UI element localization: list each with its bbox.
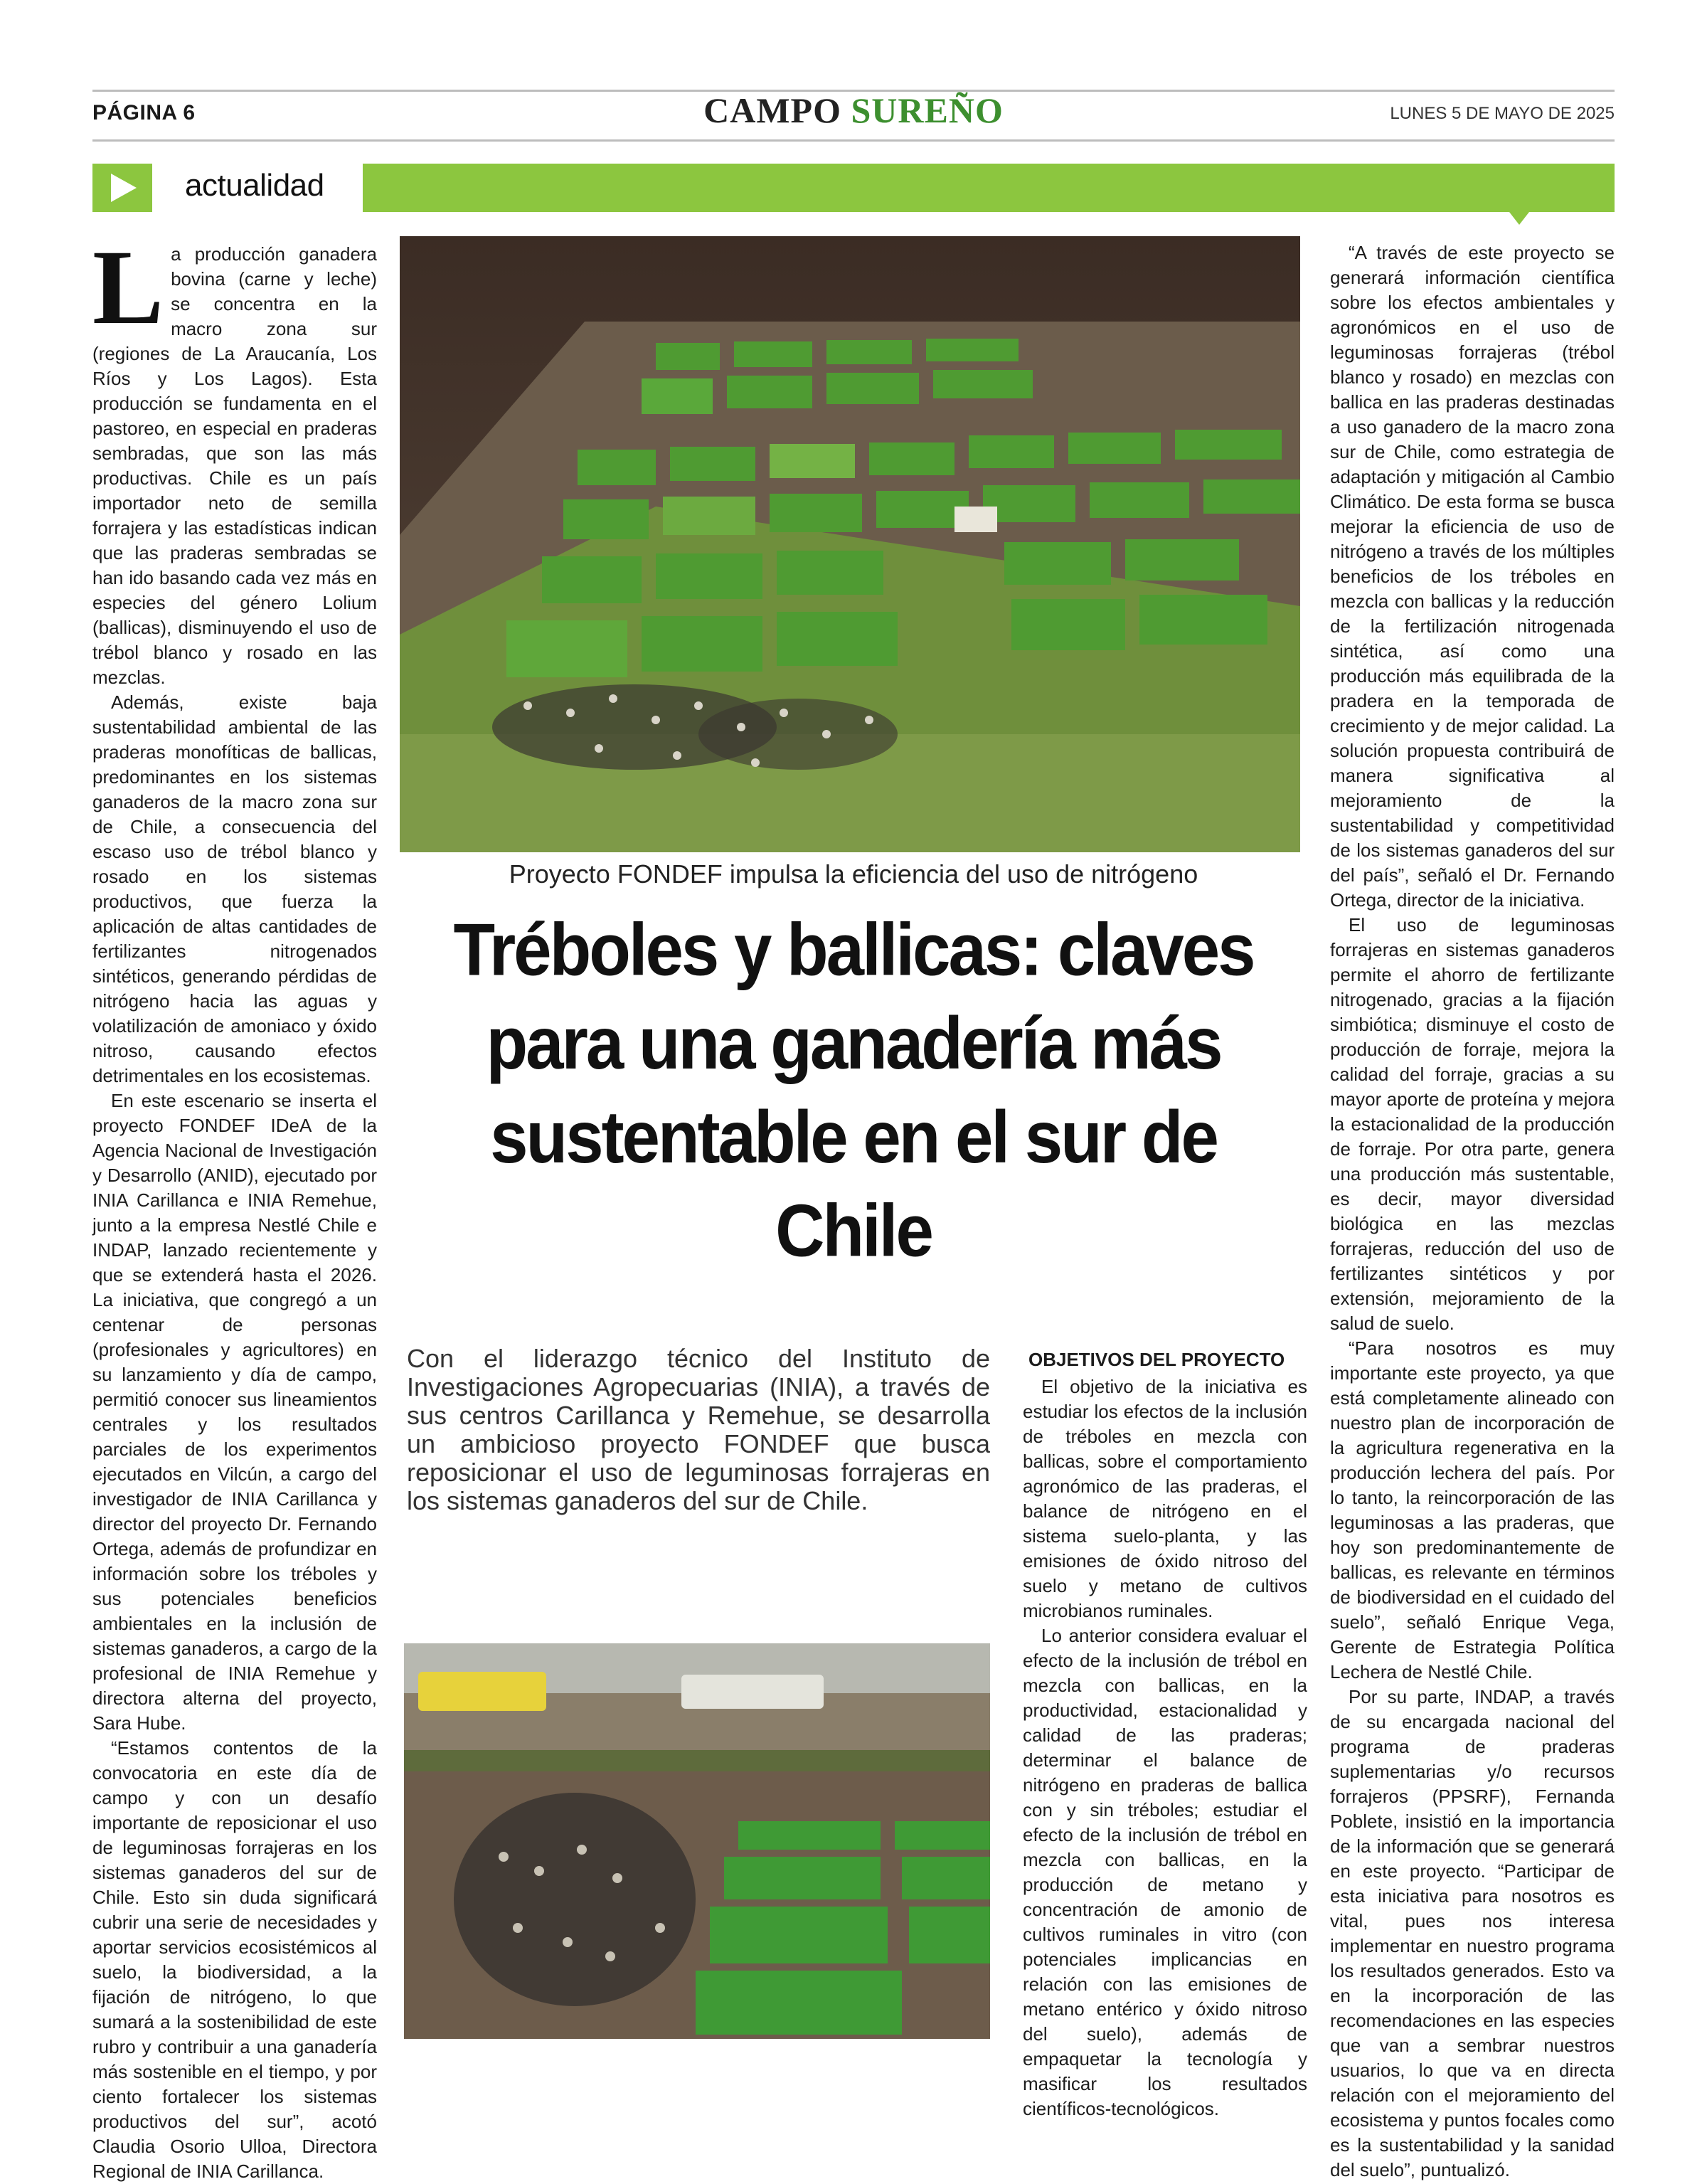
paragraph: Por su parte, INDAP, a través de su encargada nacional del programa de praderas suplementarias y/o recursos forrajeros (PPSRF), Fernanda Poblete, insistió en la importancia de la información que se generará en este proyecto. “Participar de esta iniciativa para nosotros es vital, pues nos interesa implementar en nuestro programa los resultados generados. Esto va en la incorporación de las recomendaciones en las especies que van a sembrar nuestros usuarios, lo que va en directa relación con el mejoramiento del ecosistema y puntos focales como es la sustentabilidad y la sanidad del suelo”, puntualizó. [1330, 1686, 1615, 2180]
section-notch [1509, 212, 1529, 225]
section-bar [92, 164, 1615, 212]
article-headline: Tréboles y ballicas: claves para una ganadería más sustentable en el sur de Chile [453, 908, 1254, 1273]
section-label: actualidad [185, 168, 324, 203]
article-column-1 [92, 228, 377, 2184]
field-day-photo [404, 1643, 990, 2039]
play-arrow-icon [108, 172, 139, 203]
paragraph: Lo anterior considera evaluar el efecto de la inclusión de trébol en mezcla con ballicas, en la productividad, estacionalidad y calidad de las praderas; determinar el balance de nitrógeno en praderas de ballica con y sin tréboles; estudiar el efecto de la inclusión de trébol en mezcla con ballicas, en la producción de metano y concentración de amonio de cultivos ruminales in vitro (con potenciales implicancias en relación con las emisiones de metano entérico y óxido nitroso del suelo), además de empaquetar la tecnología y masificar los resultados científicos-tecnológicos. [1023, 1625, 1307, 2119]
masthead-word-2: SUREÑO [851, 90, 1004, 130]
paragraph [92, 228, 377, 690]
paragraph: “Estamos contentos de la convocatoria en este día de campo y con un desafío importante de reposicionar el uso de leguminosas forrajeras en los sistemas ganaderos del sur de Chile. Esto sin duda significará cubrir una serie de necesidades y aportar servicios ecosistémicos al suelo, la biodiversidad, a la fijación de nitrógeno, lo que sumará a la sostenibilidad de este rubro y contribuir a una ganadería más sostenible en el tiempo, y por ciento fortalecer los sistemas productivos del sur”, acotó Claudia Osorio Ulloa, Directora Regional de INIA Carillanca. [92, 1737, 377, 2182]
masthead-logo [640, 90, 1067, 131]
header-bottom-rule [92, 139, 1615, 142]
paragraph: Además, existe baja sustentabilidad ambiental de las praderas monofíticas de ballicas, predominantes en los sistemas ganaderos de la macro zona sur de Chile, a consecuencia del escaso uso de trébol blanco y rosado en los sistemas productivos, que fuerza la aplicación de altas cantidades de fertilizantes nitrogenados sintéticos, generando pérdidas de nitrógeno hacia las aguas y volatilización de amoniaco y óxido nitroso, causando efectos detrimentales en los ecosistemas. [92, 691, 377, 1086]
article-column-4 [1330, 240, 1615, 2183]
field-day-illustration [404, 1643, 990, 2039]
aerial-field-photo [400, 236, 1300, 852]
article-kicker: Proyecto FONDEF impulsa la eficiencia del uso de nitrógeno [509, 859, 1198, 889]
paragraph: “Para nosotros es muy importante este proyecto, ya que está completamente alineado con nuestro plan de incorporación de la agricultura regenerativa en la producción lechera del país. Por lo tanto, la reincorporación de las leguminosas a las praderas, que hoy son predominantemente de ballicas, es relevante en términos de biodiversidad en el cuidado del suelo”, señaló Enrique Vega, Gerente de Estrategia Política Lechera de Nestlé Chile. [1330, 1337, 1615, 1682]
section-subheading: OBJETIVOS DEL PROYECTO [1028, 1349, 1285, 1370]
article-lede: Con el liderazgo técnico del Instituto de Investigaciones Agropecuarias (INIA), a través de sus centros Carillanca y Remehue, se desarrolla un ambicioso proyecto FONDEF que busca reposicionar el uso de leguminosas forrajeras en los sistemas ganaderos del sur de Chile. [407, 1344, 990, 1515]
section-green-band [363, 164, 1615, 212]
page-number: PÁGINA 6 [92, 101, 196, 124]
issue-date: LUNES 5 DE MAYO DE 2025 [1390, 104, 1615, 123]
paragraph: El uso de leguminosas forrajeras en sistemas ganaderos permite el ahorro de fertilizante nitrogenado, gracias a la fijación simbiótica; disminuye el costo de producción de forraje, mejora la calidad del forraje, gracias a su mayor aporte de proteína y mejora la estacionalidad de la producción de forraje. Por otra parte, genera una producción más sustentable, es decir, mayor diversidad biológica en las mezclas forrajeras, reducción del uso de fertilizantes sintéticos y por extensión, mejoramiento de la salud de suelo. [1330, 914, 1615, 1334]
paragraph: “A través de este proyecto se generará información científica sobre los efectos ambientales y agronómicos en el uso de leguminosas forrajeras (trébol blanco y rosado) en mezclas con ballica en las praderas destinadas a uso ganadero de la macro zona sur de Chile, como estrategia de adaptación y mitigación al Cambio Climático. De esta forma se busca mejorar la eficiencia de uso de nitrógeno a través de los múltiples beneficios de los tréboles en mezcla con ballicas y la reducción de la fertilización nitrogenada sintética, así como una producción más equilibrada de la pradera en la temporada de crecimiento y de mejor calidad. La solución propuesta contribuirá de manera significativa al mejoramiento de la sustentabilidad y competitividad de los sistemas ganaderos del sur del país”, señaló el Dr. Fernando Ortega, director de la iniciativa. [1330, 242, 1615, 911]
masthead-word-1: CAMPO [703, 90, 841, 130]
article-column-3 [1023, 1349, 1307, 2121]
paragraph-text: a producción ganadera bovina (carne y leche) se concentra en la macro zona sur (regiones de La Araucanía, Los Ríos y Los Lagos). Esta producción se fundamenta en el pastoreo, en especial en praderas sembradas, que son las más productivas. Chile es un país importador neto de semilla forrajera y las estadísticas indican que las praderas sembradas se han ido basando cada vez más en especies del género Lolium (ballicas), disminuyendo el uso de trébol blanco y rosado en las mezclas. [92, 243, 377, 688]
paragraph: El objetivo de la iniciativa es estudiar los efectos de la inclusión de tréboles en mezcla con ballicas, sobre el comportamiento agronómico de las praderas, el balance de nitrógeno en el sistema suelo-planta, y las emisiones de óxido nitroso del suelo y metano de cultivos microbianos ruminales. [1023, 1376, 1307, 1621]
section-arrow-box [92, 164, 152, 212]
aerial-photo-illustration [400, 236, 1300, 852]
paragraph: En este escenario se inserta el proyecto FONDEF IDeA de la Agencia Nacional de Investigación y Desarrollo (ANID), ejecutado por INIA Carillanca e INIA Remehue, junto a la empresa Nestlé Chile e INDAP, lanzado recientemente y que se extenderá hasta el 2026. La iniciativa, que congregó a un centenar de personas (profesionales y agricultores) en su lanzamiento y día de campo, permitió conocer sus lineamientos centrales y los resultados parciales de los experimentos ejecutados en Vilcún, a cargo del investigador de INIA Carillanca y director del proyecto Dr. Fernando Ortega, además de profundizar en información sobre los tréboles y sus potenciales beneficios ambientales en la inclusión de sistemas ganaderos, a cargo de la profesional de INIA Remehue y directora alterna del proyecto, Sara Hube. [92, 1090, 377, 1734]
drop-cap: L [92, 228, 164, 346]
